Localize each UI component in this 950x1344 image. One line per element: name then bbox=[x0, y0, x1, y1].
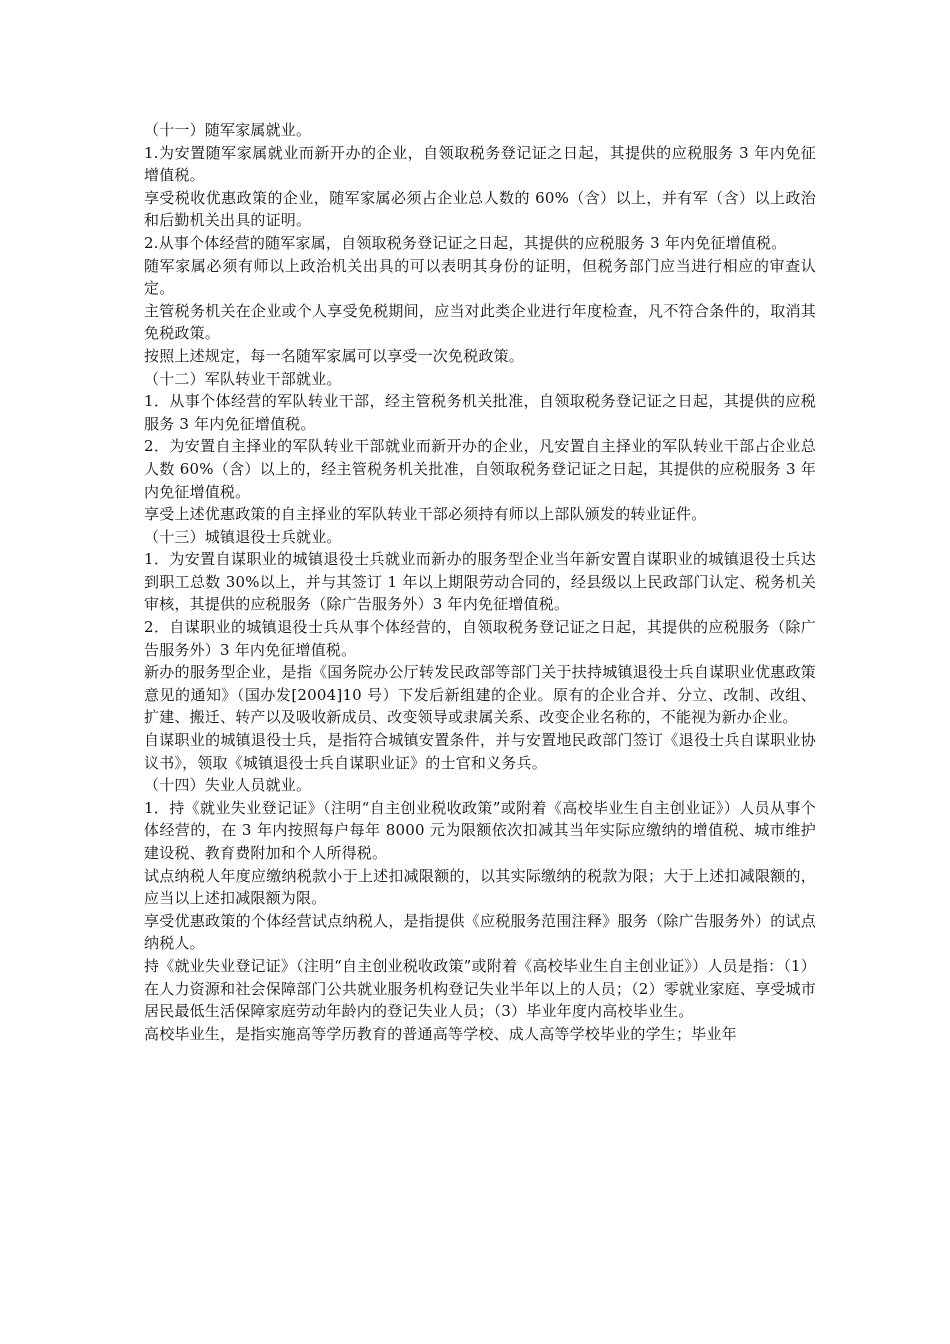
paragraph: 随军家属必须有师以上政治机关出具的可以表明其身份的证明，但税务部门应当进行相应的审查认定。 bbox=[144, 256, 816, 298]
paragraph: 1．为安置自谋职业的城镇退役士兵就业而新办的服务型企业当年新安置自谋职业的城镇退役士兵达到职工总数 30%以上，并与其签订 1 年以上期限劳动合同的，经县级以上民政部门认定、税务机关审核，其提供的应税服务（除广告服务外）3 年内免征增值税。 bbox=[144, 550, 816, 614]
paragraph: 试点纳税人年度应缴纳税款小于上述扣减限额的，以其实际缴纳的税款为限；大于上述扣减限额的，应当以上述扣减限额为限。 bbox=[144, 866, 816, 908]
paragraph: 新办的服务型企业，是指《国务院办公厅转发民政部等部门关于扶持城镇退役士兵自谋职业优惠政策意见的通知》（国办发[2004]10 号）下发后新组建的企业。原有的企业合并、分立、改制、改组、扩建、搬迁、转产以及吸收新成员、改变领导或隶属关系、改变企业名称的，不能视为新办企业。 bbox=[144, 663, 816, 727]
paragraph: 2．自谋职业的城镇退役士兵从事个体经营的，自领取税务登记证之日起，其提供的应税服务（除广告服务外）3 年内免征增值税。 bbox=[144, 618, 816, 659]
paragraph: 自谋职业的城镇退役士兵，是指符合城镇安置条件，并与安置地民政部门签订《退役士兵自谋职业协议书》，领取《城镇退役士兵自谋职业证》的士官和义务兵。 bbox=[144, 731, 816, 772]
paragraph: 按照上述规定，每一名随军家属可以享受一次免税政策。 bbox=[144, 346, 525, 365]
paragraph: 享受上述优惠政策的自主择业的军队转业干部必须持有师以上部队颁发的转业证件。 bbox=[144, 505, 707, 524]
paragraph: 持《就业失业登记证》（注明“自主创业税收政策”或附着《高校毕业生自主创业证》）人员是指：（1）在人力资源和社会保障部门公共就业服务机构登记失业半年以上的人员；（2）零就业家庭、享受城市居民最低生活保障家庭劳动年龄内的登记失业人员；（3）毕业年度内高校毕业生。 bbox=[144, 956, 816, 1021]
paragraph: 高校毕业生，是指实施高等学历教育的普通高等学校、成人高等学校毕业的学生；毕业年 bbox=[144, 1024, 737, 1043]
paragraph: 享受优惠政策的个体经营试点纳税人，是指提供《应税服务范围注释》服务（除广告服务外）的试点纳税人。 bbox=[144, 911, 816, 953]
section-heading-11: （十一）随军家属就业。 bbox=[144, 121, 312, 139]
section-heading-13: （十三）城镇退役士兵就业。 bbox=[144, 527, 342, 546]
section-heading-14: （十四）失业人员就业。 bbox=[144, 776, 312, 795]
paragraph: 1．从事个体经营的军队转业干部，经主管税务机关批准，自领取税务登记证之日起，其提供的应税服务 3 年内免征增值税。 bbox=[144, 392, 816, 433]
paragraph: 1．持《就业失业登记证》（注明“自主创业税收政策”或附着《高校毕业生自主创业证》）人员从事个体经营的，在 3 年内按照每户每年 8000 元为限额依次扣减其当年实际应缴纳的增值税、城市维护建设税、教育费附加和个人所得税。 bbox=[144, 798, 816, 862]
paragraph: 2.从事个体经营的随军家属，自领取税务登记证之日起，其提供的应税服务 3 年内免征增值税。 bbox=[144, 233, 787, 252]
paragraph: 主管税务机关在企业或个人享受免税期间，应当对此类企业进行年度检查，凡不符合条件的，取消其免税政策。 bbox=[144, 301, 816, 343]
document-body bbox=[144, 119, 816, 1045]
paragraph: 享受税收优惠政策的企业，随军家属必须占企业总人数的 60%（含）以上，并有军（含）以上政治和后勤机关出具的证明。 bbox=[144, 188, 816, 230]
paragraph: 2．为安置自主择业的军队转业干部就业而新开办的企业，凡安置自主择业的军队转业干部占企业总人数 60%（含）以上的，经主管税务机关批准，自领取税务登记证之日起，其提供的应税服务 3 年内免征增值税。 bbox=[144, 437, 816, 501]
section-heading-12: （十二）军队转业干部就业。 bbox=[144, 369, 342, 388]
paragraph: 1.为安置随军家属就业而新开办的企业，自领取税务登记证之日起，其提供的应税服务 3 年内免征增值税。 bbox=[144, 143, 816, 185]
